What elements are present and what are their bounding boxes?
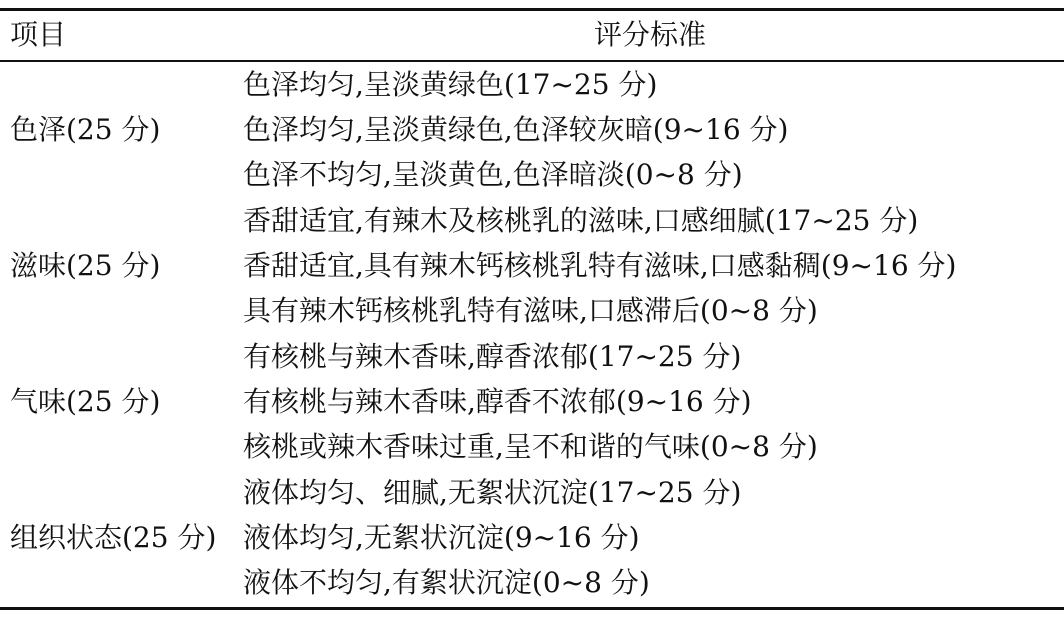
- criteria-line: 核桃或辣木香味过重,呈不和谐的气味(0~8 分): [243, 430, 818, 463]
- criteria-line: 有核桃与辣木香味,醇香浓郁(17~25 分): [243, 340, 742, 373]
- criteria-line: 有核桃与辣木香味,醇香不浓郁(9~16 分): [243, 385, 752, 418]
- table-row-group: [0, 198, 1064, 334]
- table-bottom-rule: [0, 607, 1064, 610]
- table-top-rule: [0, 8, 1064, 11]
- table-row-group: [0, 470, 1064, 606]
- criteria-line: 色泽均匀,呈淡黄绿色(17~25 分): [243, 68, 658, 101]
- criteria-line: 液体均匀,无絮状沉淀(9~16 分): [243, 521, 640, 554]
- row-item-label: 气味(25 分): [10, 385, 161, 418]
- criteria-line: 香甜适宜,具有辣木钙核桃乳特有滋味,口感黏稠(9~16 分): [243, 249, 957, 282]
- criteria-line: 液体不均匀,有絮状沉淀(0~8 分): [243, 566, 650, 599]
- table-row-group: [0, 62, 1064, 198]
- row-item-label: 色泽(25 分): [10, 113, 161, 146]
- table-row-group: [0, 334, 1064, 470]
- criteria-line: 色泽均匀,呈淡黄绿色,色泽较灰暗(9~16 分): [243, 113, 789, 146]
- criteria-line: 色泽不均匀,呈淡黄色,色泽暗淡(0~8 分): [243, 158, 743, 191]
- table-body: [0, 62, 1064, 606]
- row-item-label: 滋味(25 分): [10, 249, 161, 282]
- header-criteria: 评分标准: [594, 18, 707, 51]
- row-item-label: 组织状态(25 分): [10, 521, 217, 554]
- header-item: 项目: [10, 18, 67, 51]
- criteria-line: 液体均匀、细腻,无絮状沉淀(17~25 分): [243, 476, 742, 509]
- criteria-line: 具有辣木钙核桃乳特有滋味,口感滞后(0~8 分): [243, 294, 818, 327]
- criteria-line: 香甜适宜,有辣木及核桃乳的滋味,口感细腻(17~25 分): [243, 204, 919, 237]
